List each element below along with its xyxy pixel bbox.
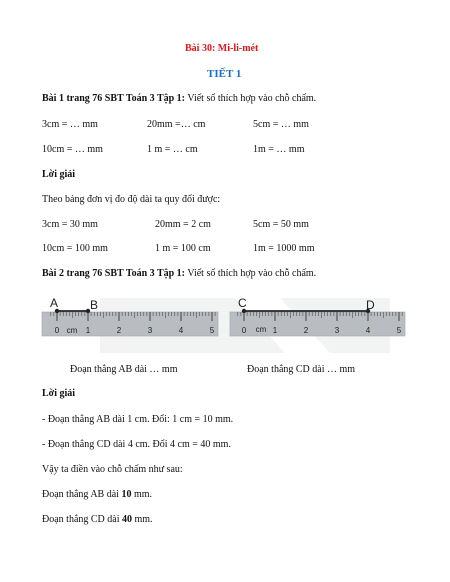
ruler-2-tick-2: 2 <box>303 326 309 335</box>
sol1-cell: 10cm = 100 mm <box>42 243 108 254</box>
point-a-label: A <box>50 296 59 310</box>
ruler-1-tick-1: 1 <box>85 326 91 335</box>
ruler-1-unit: cm <box>66 326 78 335</box>
solution-2-line-1: - Đoạn thẳng AB dài 1 cm. Đổi: 1 cm = 10 mm. <box>42 414 234 425</box>
ruler-1-tick-2: 2 <box>116 326 122 335</box>
solution-1-heading: Lời giải <box>42 169 76 180</box>
ruler-2-tick-3: 3 <box>334 326 340 335</box>
point-c-label: C <box>238 296 247 310</box>
sol1-cell: 5cm = 50 mm <box>253 219 309 230</box>
ex1-cell: 20mm =… cm <box>147 119 206 130</box>
ruler-1-tick-5: 5 <box>209 326 215 335</box>
ruler-1-tick-3: 3 <box>147 326 153 335</box>
ex1-cell: 1m = … mm <box>253 144 305 155</box>
exercise-1-label: Bài 1 trang 76 SBT Toán 3 Tập 1: <box>42 93 186 104</box>
solution-2-heading: Lời giải <box>42 388 76 399</box>
sol1-cell: 3cm = 30 mm <box>42 219 98 230</box>
answer-ab-value: 10 <box>121 489 132 500</box>
answer-cd-value: 40 <box>122 514 132 525</box>
exercise-2-prompt <box>42 268 316 280</box>
point-b-label: B <box>90 298 99 312</box>
lesson-title: Bài 30: Mi-li-mét <box>185 43 259 54</box>
answer-ab-suffix: mm. <box>131 489 152 500</box>
rulers-figure <box>40 290 410 360</box>
ruler-2-tick-5: 5 <box>396 326 402 335</box>
answer-cd <box>42 514 153 526</box>
exercise-1-prompt <box>42 93 316 105</box>
ruler-2-tick-4: 4 <box>365 326 371 335</box>
caption-cd: Đoạn thẳng CD dài … mm <box>247 364 356 375</box>
caption-ab: Đoạn thẳng AB dài … mm <box>70 364 178 375</box>
answer-ab-prefix: Đoạn thẳng AB dài <box>42 489 122 500</box>
sol1-cell: 1 m = 100 cm <box>155 243 211 254</box>
solution-2-line-2: - Đoạn thẳng CD dài 4 cm. Đổi 4 cm = 40 mm. <box>42 439 231 450</box>
solution-1-intro: Theo bảng đơn vị đo độ dài ta quy đổi được: <box>42 194 221 205</box>
answer-cd-prefix: Đoạn thẳng CD dài <box>42 514 122 525</box>
ruler-1-tick-4: 4 <box>178 326 184 335</box>
ruler-1-tick-0: 0 <box>54 326 60 335</box>
ruler-2-tick-1: 1 <box>272 326 278 335</box>
exercise-2-text: Viết số thích hợp vào chỗ chấm. <box>185 268 317 279</box>
answer-ab <box>42 489 152 501</box>
ruler-2-unit: cm <box>255 325 267 334</box>
ex1-cell: 1 m = … cm <box>147 144 198 155</box>
sol1-cell: 20mm = 2 cm <box>155 219 211 230</box>
ex1-cell: 3cm = … mm <box>42 119 98 130</box>
ruler-2-tick-0: 0 <box>241 326 247 335</box>
solution-2-line-3: Vậy ta điền vào chỗ chấm như sau: <box>42 464 183 475</box>
exercise-2-label: Bài 2 trang 76 SBT Toán 3 Tập 1: <box>42 268 186 279</box>
ex1-cell: 5cm = … mm <box>253 119 309 130</box>
point-d-label: D <box>366 298 375 312</box>
ex1-cell: 10cm = … mm <box>42 144 103 155</box>
answer-cd-suffix: mm. <box>132 514 153 525</box>
exercise-1-text: Viết số thích hợp vào chỗ chấm. <box>185 93 317 104</box>
section-heading: TIẾT 1 <box>207 68 242 80</box>
sol1-cell: 1m = 1000 mm <box>253 243 315 254</box>
